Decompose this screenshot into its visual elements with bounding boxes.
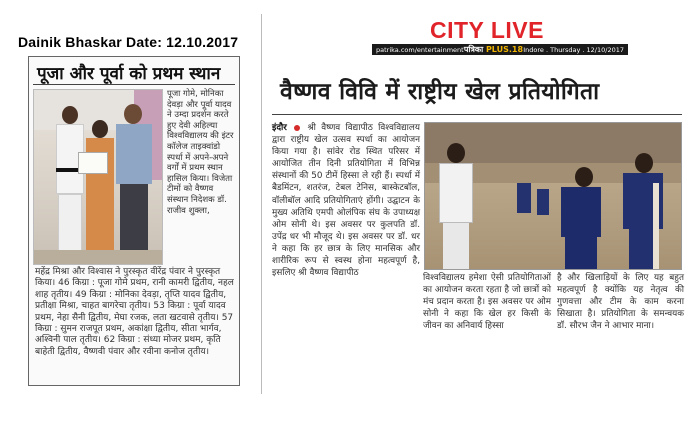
masthead-plus bbox=[464, 44, 523, 55]
right-headline: वैष्णव विवि में राष्ट्रीय खेल प्रतियोगिता bbox=[280, 79, 600, 105]
left-results: 46 किग्रा : पूजा गोमे प्रथम, रानी कामरी द्वितीय, नहल शाह तृतीय। 49 किग्रा : मोनिका देवड़ा, तृप्ति यादव द्वितीय, प्रतीक्षा मिश्रा, चाहत बागरेचा तृतीय। 53 किग्रा : पूर्वा यादव प्रथम, नेहा सैनी द्वितीय, मेघा रजक, लता खटवासे तृतीय। 57 किग्रा : सुमन राजपूत प्रथम, अकांक्षा द्वितीय, सीता भार्गव, अश्विनी पाल तृतीय। 62 किग्रा : संध्या मोजर प्रथम, कृति बाहेती द्वितीय, वैष्णवी पंवार और रवीना कनोज तृतीय। bbox=[35, 278, 234, 357]
masthead-bar bbox=[372, 44, 628, 55]
masthead-plus-suffix: PLUS.18 bbox=[485, 45, 524, 54]
left-body-text bbox=[35, 267, 235, 358]
right-text-last-column: है और खिलाड़ियों के लिए यह बहुत महत्वपूर्ण है क्योंकि यह नेतृत्व की गुणवत्ता और टीम के काम करना सिखाता है। प्रतियोगिता के समन्वयक डॉ. सौरभ जैन ने आभार माना। bbox=[557, 273, 684, 332]
right-text-first-column bbox=[272, 122, 420, 279]
left-headline-rule bbox=[33, 84, 235, 85]
award-ceremony-photo bbox=[33, 89, 163, 265]
sports-event-photo bbox=[424, 122, 682, 270]
masthead-plus-label: पत्रिका bbox=[463, 45, 484, 54]
left-body-intro: महेंद्र मिश्रा और विश्वास ने पुरस्कृत वीरेंद्र पंवार ने पुरस्कृत किया। bbox=[35, 267, 221, 289]
masthead-url: patrika.com/entertainment bbox=[376, 45, 464, 54]
dateline: इंदौर bbox=[272, 123, 287, 133]
dateline-dot-icon bbox=[294, 125, 300, 131]
left-side-column: पूजा गोमे, मोनिका देवड़ा और पूर्वा यादव ने उम्दा प्रदर्शन करते हुए देवी अहिल्या विश्वविद्यालय की इंटर कॉलेज ताइक्वांडो स्पर्धा में अपने-अपने वर्गों में प्रथम स्थान हासिल किया। विजेता टीमों को वैष्णव संस्थान निदेशक डॉ. राजीव शुक्ला, bbox=[167, 89, 234, 216]
masthead-title: CITY LIVE bbox=[430, 17, 544, 43]
right-headline-rule bbox=[272, 114, 682, 115]
right-text-body: श्री वैष्णव विद्यापीठ विश्वविद्यालय द्वारा राष्ट्रीय खेल उत्सव स्पर्धा का आयोजन किया गया है। सांवेर रोड स्थित परिसर में आयोजित तीन दिनी प्रतियोगिता में विभिन्न संस्थानों की 50 टीमें हिस्सा ले रही हैं। स्पर्धा में बैडमिंटन, शतरंज, टेबल टेनिस, बास्केटबॉल, वॉलीबॉल आदि प्रतियोगिताएं होंगी। उद्घाटन के मुख्य अतिथि एमपी ओलंपिक संघ के उपाध्यक्ष ओम सोनी थे। इस अवसर पर कुलपति डॉ. उपेंद्र धर भी मौजूद थे। इस अवसर पर डॉ. धर ने कहा कि हर छात्र के लिए मानसिक और शारीरिक रूप से स्वस्थ होना महत्वपूर्ण है, इसलिए श्री वैष्णव विद्यापीठ bbox=[272, 123, 420, 279]
right-text-middle-column: विश्वविद्यालय हमेशा ऐसी प्रतियोगिताओं का आयोजन करता रहता है जो छात्रों को मंच प्रदान करता है। इस अवसर पर ओम सोनी ने कहा कि खेल हर किसी के जीवन का अनिवार्य हिस्सा bbox=[423, 273, 551, 332]
dainik-bhaskar-clipping bbox=[28, 56, 240, 386]
city-live-masthead bbox=[372, 17, 628, 57]
source-header: Dainik Bhaskar Date: 12.10.2017 bbox=[18, 34, 239, 50]
city-live-clipping bbox=[268, 66, 686, 388]
column-divider bbox=[261, 14, 262, 394]
left-headline: पूजा और पूर्वा को प्रथम स्थान bbox=[37, 64, 221, 84]
masthead-date: Indore . Thursday . 12/10/2017 bbox=[523, 45, 624, 54]
